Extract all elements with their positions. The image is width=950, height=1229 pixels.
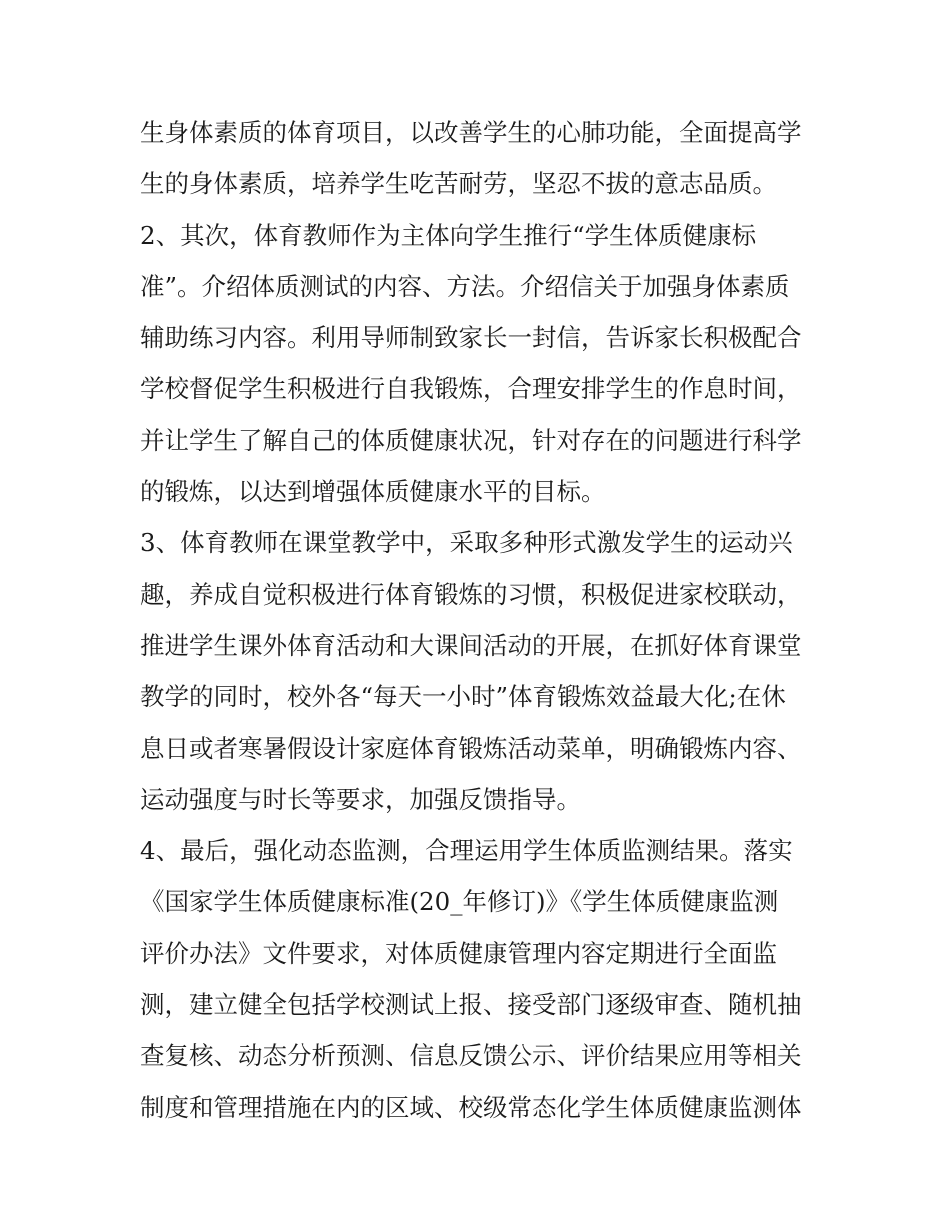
- text-line: 准”。介绍体质测试的内容、方法。介绍信关于加强身体素质: [140, 271, 790, 301]
- text-line: 2、其次，体育教师作为主体向学生推行“学生体质健康标: [140, 220, 757, 250]
- text-line: 查复核、动态分析预测、信息反馈公示、评价结果应用等相关: [140, 1041, 802, 1071]
- text-line: 生的身体素质，培养学生吃苦耐劳，坚忍不拔的意志品质。: [140, 169, 777, 199]
- text-line: 制度和管理措施在内的区域、校级常态化学生体质健康监测体: [140, 1092, 802, 1122]
- text-line: 教学的同时，校外各“每天一小时”体育锻炼效益最大化;在休: [140, 682, 786, 712]
- text-line: 《国家学生体质健康标准(20_年修订)》《学生体质健康监测: [140, 887, 779, 917]
- text-line: 评价办法》文件要求，对体质健康管理内容定期进行全面监: [140, 938, 777, 968]
- text-line: 息日或者寒暑假设计家庭体育锻炼活动菜单，明确锻炼内容、: [140, 733, 802, 763]
- text-line: 推进学生课外体育活动和大课间活动的开展，在抓好体育课堂: [140, 630, 802, 660]
- text-line: 学校督促学生积极进行自我锻炼，合理安排学生的作息时间，: [140, 374, 802, 404]
- text-line: 并让学生了解自己的体质健康状况，针对存在的问题进行科学: [140, 425, 802, 455]
- text-line: 辅助练习内容。利用导师制致家长一封信，告诉家长积极配合: [140, 323, 802, 353]
- text-line: 测，建立健全包括学校测试上报、接受部门逐级审查、随机抽: [140, 990, 802, 1020]
- document-body: [140, 107, 820, 1133]
- text-line: 运动强度与时长等要求，加强反馈指导。: [140, 784, 581, 814]
- text-line: 的锻炼，以达到增强体质健康水平的目标。: [140, 477, 606, 507]
- text-line: 生身体素质的体育项目，以改善学生的心肺功能，全面提高学: [140, 118, 802, 147]
- text-line: 3、体育教师在课堂教学中，采取多种形式激发学生的运动兴: [140, 528, 793, 558]
- text-line: 趣，养成自觉积极进行体育锻炼的习惯，积极促进家校联动，: [140, 579, 802, 609]
- text-line: 4、最后，强化动态监测，合理运用学生体质监测结果。落实: [140, 836, 793, 866]
